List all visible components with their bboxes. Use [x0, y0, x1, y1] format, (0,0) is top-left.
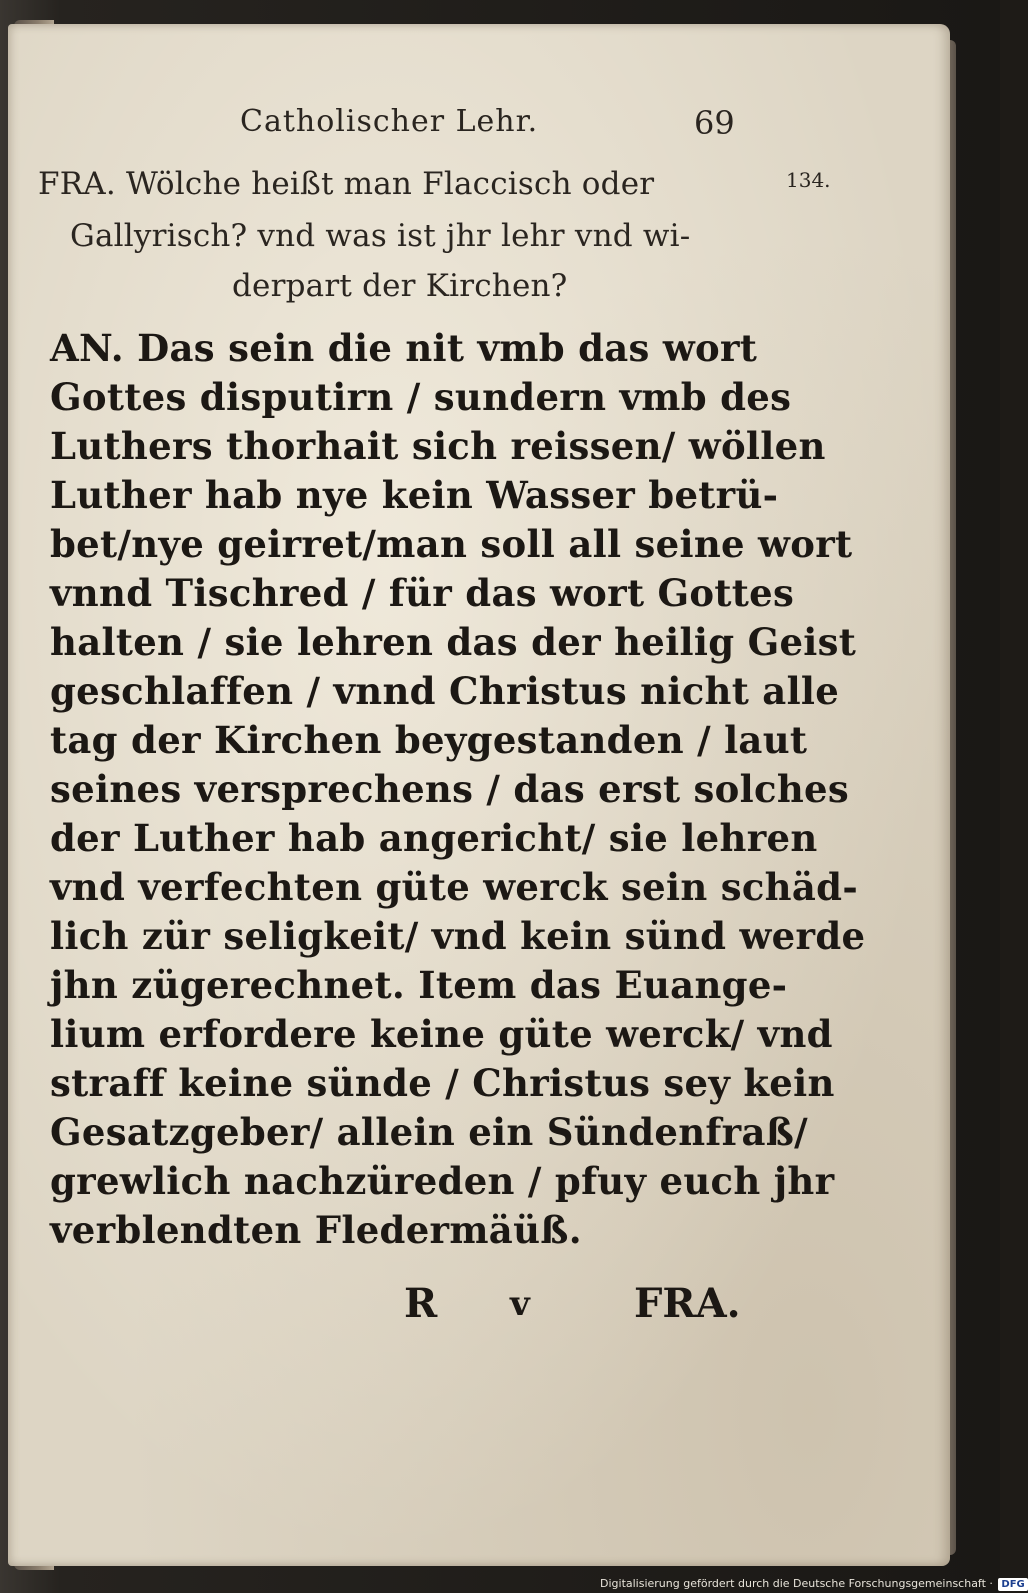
answer-line-17: Gesatzgeber/ allein ein Sündenfraß/	[50, 1110, 808, 1154]
answer-line-16: straff keine sünde / Christus sey kein	[50, 1061, 835, 1105]
answer-line-14: jhn zügerechnet. Item das Euange-	[50, 963, 788, 1007]
question-line-1: FRA. Wölche heißt man Flaccisch oder	[38, 166, 655, 202]
digitization-credit	[600, 1574, 1028, 1593]
catchword: FRA.	[634, 1280, 741, 1327]
question-line-2: Gallyrisch? vnd was ist jhr lehr vnd wi-	[70, 218, 691, 254]
signature-number: v	[510, 1284, 530, 1324]
answer-line-9: tag der Kirchen beygestanden / laut	[50, 718, 808, 762]
answer-line-7: halten / sie lehren das der heilig Geist	[50, 620, 857, 664]
answer-line-3: Luthers thorhait sich reissen/ wöllen	[50, 424, 826, 468]
answer-line-4: Luther hab nye kein Wasser betrü-	[50, 473, 779, 517]
credit-text: Digitalisierung gefördert durch die Deutsche Forschungsgemeinschaft ·	[600, 1577, 993, 1590]
answer-line-10: seines versprechens / das erst solches	[50, 767, 849, 811]
margin-note: 134.	[786, 168, 831, 192]
answer-line-15: lium erfordere keine güte werck/ vnd	[50, 1012, 833, 1056]
answer-line-2: Gottes disputirn / sundern vmb des	[50, 375, 792, 419]
answer-line-11: der Luther hab angericht/ sie lehren	[50, 816, 818, 860]
answer-line-8: geschlaffen / vnnd Christus nicht alle	[50, 669, 840, 713]
answer-line-18: grewlich nachzüreden / pfuy euch jhr	[50, 1159, 835, 1203]
page-number: 69	[694, 104, 735, 142]
answer-line-19: verblendten Fledermäüß.	[50, 1208, 582, 1252]
answer-line-6: vnnd Tischred / für das wort Gottes	[50, 571, 795, 615]
signature-mark: R	[404, 1280, 438, 1327]
answer-line-5: bet/nye geirret/man soll all seine wort	[50, 522, 853, 566]
answer-line-1: AN. Das sein die nit vmb das wort	[50, 326, 758, 370]
dfg-logo: DFG	[998, 1578, 1027, 1591]
answer-line-12: vnd verfechten güte werck sein schäd-	[50, 865, 858, 909]
question-line-3: derpart der Kirchen?	[232, 268, 568, 304]
answer-line-13: lich zür seligkeit/ vnd kein sünd werde	[50, 914, 866, 958]
running-head-title: Catholischer Lehr.	[240, 104, 539, 139]
